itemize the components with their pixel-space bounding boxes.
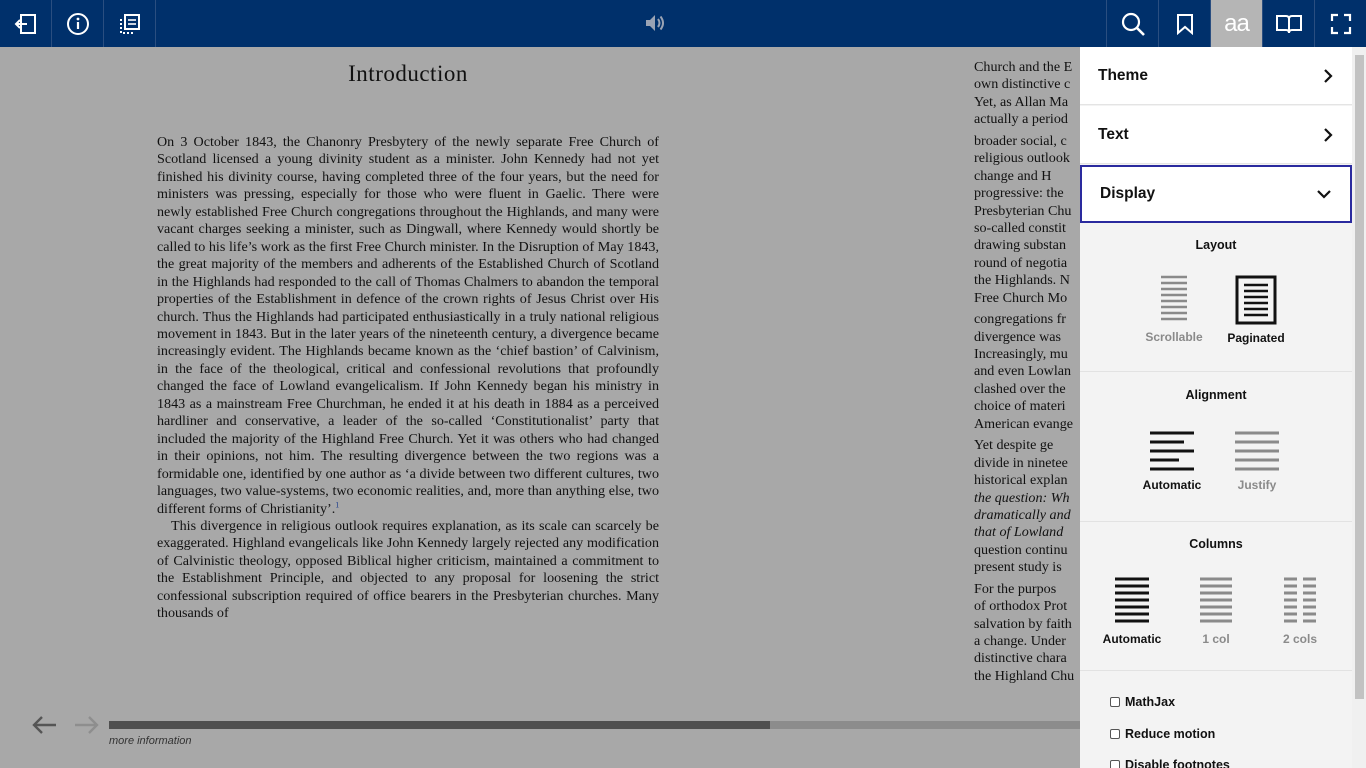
checkbox-box[interactable] bbox=[1110, 697, 1120, 707]
theme-section-header[interactable]: Theme bbox=[1080, 47, 1352, 105]
display-section-header[interactable]: Display bbox=[1080, 165, 1352, 223]
chapter-title: Introduction bbox=[348, 61, 468, 86]
text-line: change and H bbox=[974, 167, 1052, 184]
scrollable-icon bbox=[1160, 274, 1188, 324]
layout-group-title: Layout bbox=[1195, 238, 1237, 252]
more-information-link[interactable]: more information bbox=[109, 735, 192, 747]
book-icon bbox=[1275, 13, 1303, 35]
search-button[interactable] bbox=[1106, 0, 1158, 47]
contents-icon bbox=[118, 12, 142, 36]
text-line: drawing substan bbox=[974, 237, 1066, 254]
reading-progress-fill bbox=[109, 721, 770, 729]
text-line: and even Lowlan bbox=[974, 363, 1072, 380]
next-page-button[interactable] bbox=[72, 710, 102, 740]
divider bbox=[1080, 371, 1352, 372]
text-line: dramatically and bbox=[974, 506, 1071, 523]
text-line: actually a period bbox=[974, 111, 1068, 128]
text-settings-button[interactable] bbox=[1210, 0, 1262, 47]
columns-group-title: Columns bbox=[1189, 537, 1243, 551]
text-line: that of Lowland bbox=[974, 524, 1064, 541]
text-line: choice of materi bbox=[974, 398, 1066, 415]
text-line: divide in ninetee bbox=[974, 454, 1068, 471]
paginated-icon bbox=[1235, 275, 1277, 325]
body-paragraph: This divergence in religious outlook requires explanation, as its scale can scarcely be exaggerated. Highland evangelicals like John Kennedy largely rejected any modification of Calvinistic theology, opposed Biblical higher criticism, maintained a commitment to the Establishment Principle, and objected to any proposal for loosening the strict confessional subscription required of office bearers in the Presbyterian churches. Many thousands of bbox=[157, 517, 659, 622]
text-line: round of negotia bbox=[974, 254, 1068, 271]
text-line: religious outlook bbox=[974, 150, 1070, 167]
body-paragraph: On 3 October 1843, the Chanonry Presbytery of the newly separate Free Church of Scotland licensed a young divinity student as a minister. John Kennedy had not yet finished his divinity course, having completed three of the four years, but the need for ministers was pressing, especially for those who were fluent in Gaelic. There were newly established Free Church congregations throughout the Highlands, and many were vacant charges seeking a minister, such as Dingwall, where Kennedy would shortly be called to his life’s work as the first Free Church minister. In the Disruption of May 1843, the great majority of the members and adherents of the Established Church of Scotland in the Highlands had responded to the call of Thomas Chalmers to abandon the temporal properties of the Establishment in defence of the crown rights of Jesus Christ over His church. Thus the Highlands had participated enthusiastically in a truly national religious movement in 1843. But in the later years of the nineteenth century, a divergence became increasingly evident. The Highlands became known as the ‘chief bastion’ of Calvinism, in the face of the theological, critical and confessional revolutions that profoundly changed the face of Lowland evangelicalism. If John Kennedy began his ministry in 1843 as a mainstream Free Churchman, he ended it at his death in 1884 as a perceived hardliner and conservative, a leader of the so-called ‘Constitutionalist’ party that included the majority of the Highland Free Church. Yet it was others who had changed in their opinions, not him. The resulting divergence between the two regions was a formidable one, identified by one author as ‘a divide between two different cultures, two languages, two value-systems, two economic realities, and, more than anything else, two different forms of Christianity’.$^1$ bbox=[157, 134, 659, 517]
fullscreen-icon bbox=[1330, 13, 1352, 35]
text-line: question continu bbox=[974, 541, 1068, 558]
reading-progress-bar[interactable] bbox=[109, 721, 1081, 729]
search-icon bbox=[1120, 11, 1146, 37]
columns-two-option[interactable]: 2 cols bbox=[1260, 576, 1340, 646]
fullscreen-button[interactable] bbox=[1314, 0, 1366, 47]
arrow-left-icon bbox=[31, 715, 57, 735]
info-icon bbox=[66, 12, 90, 36]
text-line: Yet despite ge bbox=[974, 437, 1054, 454]
page-left-column bbox=[157, 134, 659, 623]
text-line: the question: Wh bbox=[974, 489, 1070, 506]
disable-footnotes-checkbox[interactable]: Disable footnotes bbox=[1110, 758, 1230, 768]
align-justify-icon bbox=[1234, 430, 1280, 472]
layout-paginated-option[interactable]: Paginated bbox=[1216, 275, 1296, 345]
text-line: progressive: the bbox=[974, 185, 1064, 202]
text-line: Free Church Mo bbox=[974, 289, 1068, 306]
checkbox-box[interactable] bbox=[1110, 729, 1120, 739]
chevron-right-icon bbox=[1322, 68, 1334, 84]
checkbox-box[interactable] bbox=[1110, 760, 1120, 768]
chevron-right-icon bbox=[1322, 127, 1334, 143]
text-line: divergence was bbox=[974, 328, 1062, 345]
top-toolbar bbox=[0, 0, 1366, 47]
settings-scrollbar[interactable] bbox=[1352, 47, 1366, 768]
audio-button[interactable] bbox=[640, 8, 670, 38]
text-section-header[interactable]: Text bbox=[1080, 106, 1352, 164]
text-line: so-called constit bbox=[974, 219, 1066, 236]
contents-button[interactable] bbox=[104, 0, 156, 47]
arrow-right-icon bbox=[74, 715, 100, 735]
layout-scrollable-option[interactable]: Scrollable bbox=[1134, 274, 1214, 344]
scrollbar-thumb[interactable] bbox=[1355, 55, 1364, 699]
alignment-justify-option[interactable]: Justify bbox=[1217, 430, 1297, 492]
text-line: For the purpos bbox=[974, 580, 1057, 597]
text-line: Increasingly, mu bbox=[974, 346, 1068, 362]
columns-automatic-option[interactable]: Automatic bbox=[1092, 576, 1172, 646]
bookmark-button[interactable] bbox=[1158, 0, 1210, 47]
text-line: a change. Under bbox=[974, 633, 1066, 649]
exit-button[interactable] bbox=[0, 0, 52, 47]
align-left-icon bbox=[1149, 430, 1195, 472]
speaker-icon bbox=[644, 13, 666, 33]
columns-auto-icon bbox=[1114, 576, 1150, 626]
text-line: own distinctive c bbox=[974, 76, 1071, 93]
divider bbox=[1080, 521, 1352, 522]
text-line: historical explan bbox=[974, 472, 1068, 489]
alignment-automatic-option[interactable]: Automatic bbox=[1132, 430, 1212, 492]
settings-panel bbox=[1080, 47, 1352, 768]
info-button[interactable] bbox=[52, 0, 104, 47]
divider bbox=[1080, 670, 1352, 671]
mathjax-checkbox[interactable]: MathJax bbox=[1110, 695, 1175, 709]
columns-one-option[interactable]: 1 col bbox=[1176, 576, 1256, 646]
text-line: the Highland Chu bbox=[974, 667, 1075, 684]
alignment-group-title: Alignment bbox=[1185, 388, 1247, 402]
text-line: congregations fr bbox=[974, 311, 1066, 328]
exit-icon bbox=[14, 12, 38, 36]
text-line: distinctive chara bbox=[974, 650, 1067, 667]
text-line: American evange bbox=[974, 415, 1073, 432]
page-right-column bbox=[974, 59, 1084, 685]
text-line: Yet, as Allan Ma bbox=[974, 93, 1069, 110]
reduce-motion-checkbox[interactable]: Reduce motion bbox=[1110, 727, 1215, 741]
book-button[interactable] bbox=[1262, 0, 1314, 47]
text-settings-icon: aa bbox=[1224, 9, 1249, 37]
text-line: Church and the E bbox=[974, 59, 1073, 75]
text-line: Presbyterian Chu bbox=[974, 202, 1072, 219]
text-line: present study is bbox=[974, 559, 1062, 576]
text-line: salvation by faith bbox=[974, 615, 1072, 632]
text-line: broader social, c bbox=[974, 132, 1067, 149]
footnote-link[interactable]: 1 bbox=[335, 499, 340, 509]
one-column-icon bbox=[1199, 576, 1233, 626]
text-line: clashed over the bbox=[974, 380, 1066, 397]
bookmark-icon bbox=[1176, 13, 1194, 35]
chevron-down-icon bbox=[1316, 188, 1332, 200]
text-line: of orthodox Prot bbox=[974, 598, 1068, 615]
text-line: the Highlands. N bbox=[974, 272, 1070, 289]
two-columns-icon bbox=[1283, 576, 1317, 626]
previous-page-button[interactable] bbox=[29, 710, 59, 740]
